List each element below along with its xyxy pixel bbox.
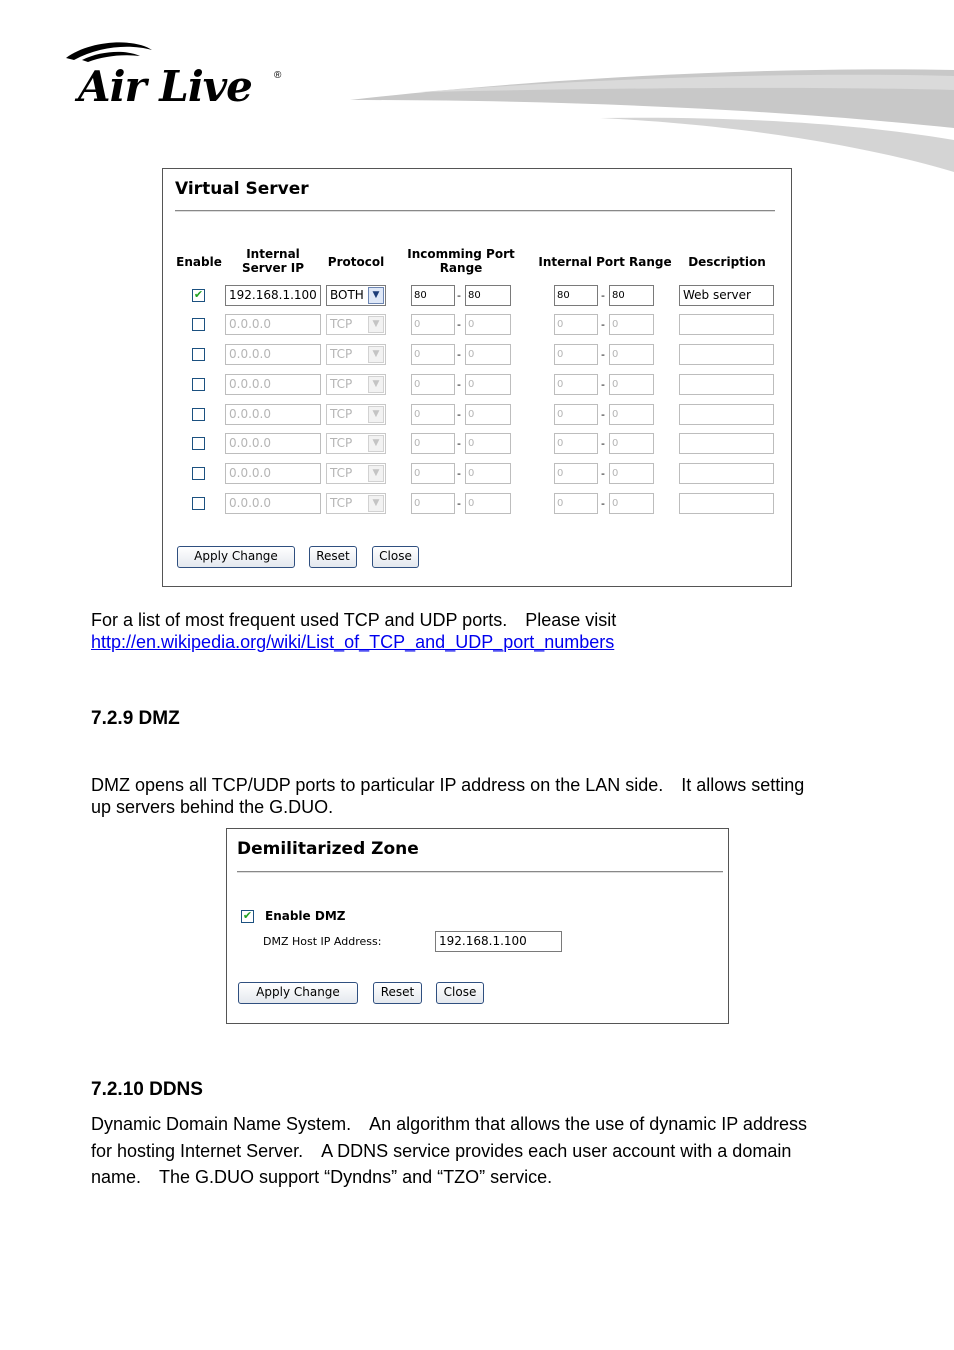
chevron-down-icon: ▼ — [368, 316, 384, 333]
row-ip-input[interactable]: 0.0.0.0 — [225, 433, 321, 454]
row-protocol-select[interactable] — [326, 404, 386, 425]
wikipedia-ports-link[interactable]: http://en.wikipedia.org/wiki/List_of_TCP_and_UDP_port_numbers — [91, 632, 615, 652]
range-dash: - — [601, 318, 605, 331]
row-protocol-select[interactable] — [326, 463, 386, 484]
range-dash: - — [601, 289, 605, 302]
row-incoming-from-input[interactable]: 0 — [411, 374, 455, 395]
ddns-heading: 7.2.10 DDNS — [91, 1079, 203, 1100]
range-dash: - — [457, 437, 461, 450]
dmz-panel-title: Demilitarized Zone — [237, 839, 419, 859]
row-protocol-value: TCP — [330, 347, 353, 361]
registered-mark: ® — [274, 70, 282, 81]
dmz-close-button[interactable]: Close — [436, 982, 484, 1004]
range-dash: - — [457, 348, 461, 361]
range-dash: - — [601, 378, 605, 391]
range-dash: - — [601, 437, 605, 450]
range-dash: - — [457, 378, 461, 391]
row-incoming-from-input[interactable]: 0 — [411, 433, 455, 454]
row-protocol-select[interactable] — [326, 344, 386, 365]
dmz-reset-button[interactable]: Reset — [373, 982, 422, 1004]
row-description-input[interactable] — [679, 463, 774, 484]
row-enable-checkbox[interactable] — [192, 348, 205, 361]
enable-dmz-checkbox[interactable] — [241, 910, 254, 923]
dmz-title-divider — [237, 871, 723, 873]
reset-button[interactable]: Reset — [309, 546, 357, 568]
logo-text: Air Live — [78, 62, 252, 111]
row-incoming-from-input[interactable]: 80 — [411, 285, 455, 306]
row-description-input[interactable] — [679, 433, 774, 454]
row-internal-from-input[interactable]: 0 — [554, 433, 598, 454]
row-internal-to-input[interactable]: 0 — [609, 433, 654, 454]
row-incoming-from-input[interactable]: 0 — [411, 463, 455, 484]
row-incoming-to-input[interactable]: 0 — [465, 374, 511, 395]
ports-note-text: For a list of most frequent used TCP and UDP ports. Please visit — [91, 610, 617, 630]
row-protocol-value: TCP — [330, 466, 353, 480]
row-incoming-to-input[interactable]: 80 — [465, 285, 511, 306]
row-internal-from-input[interactable]: 80 — [554, 285, 598, 306]
row-incoming-from-input[interactable]: 0 — [411, 493, 455, 514]
row-ip-input[interactable]: 0.0.0.0 — [225, 344, 321, 365]
row-incoming-from-input[interactable]: 0 — [411, 314, 455, 335]
row-internal-to-input[interactable]: 0 — [609, 463, 654, 484]
row-incoming-to-input[interactable]: 0 — [465, 404, 511, 425]
range-dash: - — [601, 348, 605, 361]
col-header-ip: Internal Server IP — [241, 247, 304, 275]
row-protocol-value: TCP — [330, 496, 353, 510]
row-internal-from-input[interactable]: 0 — [554, 404, 598, 425]
row-internal-to-input[interactable]: 0 — [609, 344, 654, 365]
row-internal-to-input[interactable]: 80 — [609, 285, 654, 306]
row-protocol-select[interactable] — [326, 314, 386, 335]
row-internal-to-input[interactable]: 0 — [609, 374, 654, 395]
row-incoming-from-input[interactable]: 0 — [411, 344, 455, 365]
row-protocol-value: TCP — [330, 436, 353, 450]
row-enable-checkbox[interactable] — [192, 497, 205, 510]
row-ip-input[interactable]: 192.168.1.100 — [225, 285, 321, 306]
row-internal-to-input[interactable]: 0 — [609, 314, 654, 335]
row-description-input[interactable] — [679, 493, 774, 514]
row-enable-checkbox[interactable] — [192, 408, 205, 421]
range-dash: - — [601, 408, 605, 421]
row-protocol-value: BOTH — [330, 288, 364, 302]
chevron-down-icon: ▼ — [368, 495, 384, 512]
row-protocol-value: TCP — [330, 377, 353, 391]
row-enable-checkbox[interactable] — [192, 467, 205, 480]
row-incoming-to-input[interactable]: 0 — [465, 463, 511, 484]
row-protocol-select[interactable] — [326, 433, 386, 454]
row-protocol-value: TCP — [330, 407, 353, 421]
row-ip-input[interactable]: 0.0.0.0 — [225, 493, 321, 514]
range-dash: - — [457, 289, 461, 302]
row-internal-to-input[interactable]: 0 — [609, 493, 654, 514]
col-header-internal-port: Internal Port Range — [538, 255, 672, 269]
col-header-enable: Enable — [176, 255, 222, 269]
range-dash: - — [457, 467, 461, 480]
chevron-down-icon: ▼ — [368, 465, 384, 482]
row-description-input[interactable] — [679, 404, 774, 425]
chevron-down-icon: ▼ — [368, 376, 384, 393]
chevron-down-icon: ▼ — [368, 346, 384, 363]
col-header-incoming-port: Incomming Port Range — [407, 247, 515, 275]
dmz-host-label: DMZ Host IP Address: — [263, 935, 382, 948]
row-enable-checkbox[interactable] — [192, 318, 205, 331]
airlive-logo — [60, 40, 290, 110]
row-enable-checkbox[interactable] — [192, 378, 205, 391]
dmz-host-ip-input[interactable]: 192.168.1.100 — [435, 931, 562, 952]
row-internal-from-input[interactable]: 0 — [554, 314, 598, 335]
virtual-server-panel — [162, 168, 792, 587]
row-ip-input[interactable]: 0.0.0.0 — [225, 463, 321, 484]
ddns-line2: for hosting Internet Server. A DDNS service provides each user account with a domain — [91, 1141, 792, 1161]
row-internal-to-input[interactable]: 0 — [609, 404, 654, 425]
chevron-down-icon: ▼ — [368, 435, 384, 452]
ddns-line1: Dynamic Domain Name System. An algorithm that allows the use of dynamic IP address — [91, 1114, 807, 1134]
row-internal-from-input[interactable]: 0 — [554, 463, 598, 484]
row-ip-input[interactable]: 0.0.0.0 — [225, 374, 321, 395]
row-description-input[interactable] — [679, 344, 774, 365]
close-button[interactable]: Close — [372, 546, 419, 568]
row-internal-from-input[interactable]: 0 — [554, 374, 598, 395]
panel-title: Virtual Server — [175, 179, 309, 199]
dmz-panel — [226, 828, 729, 1024]
chevron-down-icon: ▼ — [368, 287, 384, 304]
row-internal-from-input[interactable]: 0 — [554, 493, 598, 514]
checkmark-icon: ✔ — [193, 289, 204, 301]
row-incoming-to-input[interactable]: 0 — [465, 344, 511, 365]
row-protocol-select[interactable] — [326, 285, 386, 306]
row-internal-from-input[interactable]: 0 — [554, 344, 598, 365]
row-ip-input[interactable]: 0.0.0.0 — [225, 404, 321, 425]
chevron-down-icon: ▼ — [368, 406, 384, 423]
row-enable-checkbox[interactable] — [192, 437, 205, 450]
col-header-description: Description — [688, 255, 766, 269]
enable-dmz-label: Enable DMZ — [265, 909, 346, 923]
dmz-apply-change-button[interactable]: Apply Change — [238, 982, 358, 1004]
range-dash: - — [457, 318, 461, 331]
dmz-paragraph-line2: up servers behind the G.DUO. — [91, 797, 334, 817]
range-dash: - — [601, 497, 605, 510]
range-dash: - — [457, 497, 461, 510]
col-header-protocol: Protocol — [327, 255, 385, 269]
dmz-paragraph-line1: DMZ opens all TCP/UDP ports to particular IP address on the LAN side. It allows setting — [91, 775, 805, 795]
row-enable-checkbox[interactable] — [192, 289, 205, 302]
row-description-input[interactable] — [679, 314, 774, 335]
row-incoming-to-input[interactable]: 0 — [465, 314, 511, 335]
row-description-input[interactable]: Web server — [679, 285, 774, 306]
row-incoming-to-input[interactable]: 0 — [465, 433, 511, 454]
row-incoming-from-input[interactable]: 0 — [411, 404, 455, 425]
row-protocol-select[interactable] — [326, 493, 386, 514]
row-description-input[interactable] — [679, 374, 774, 395]
title-divider — [175, 210, 775, 212]
row-protocol-value: TCP — [330, 317, 353, 331]
row-protocol-select[interactable] — [326, 374, 386, 395]
checkmark-icon: ✔ — [242, 910, 253, 922]
range-dash: - — [457, 408, 461, 421]
range-dash: - — [601, 467, 605, 480]
dmz-heading: 7.2.9 DMZ — [91, 708, 180, 729]
row-ip-input[interactable]: 0.0.0.0 — [225, 314, 321, 335]
ddns-line3: name. The G.DUO support “Dyndns” and “TZO” service. — [91, 1167, 553, 1187]
apply-change-button[interactable]: Apply Change — [177, 546, 295, 568]
row-incoming-to-input[interactable]: 0 — [465, 493, 511, 514]
